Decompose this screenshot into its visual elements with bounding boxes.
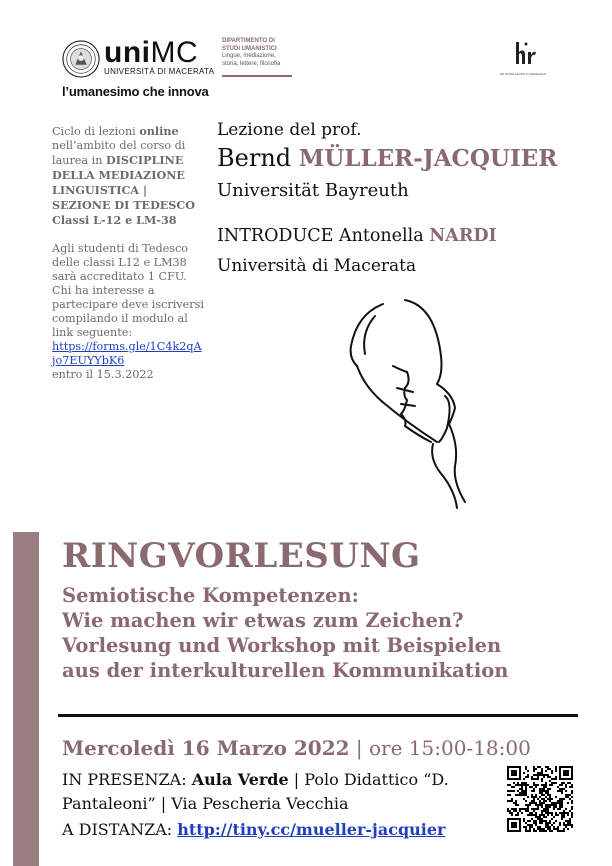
event-date: Mercoledì 16 Marzo 2022 — [62, 736, 350, 760]
event-datetime: Mercoledì 16 Marzo 2022 | ore 15:00-18:00 — [62, 736, 531, 760]
department-underline — [222, 75, 292, 77]
logo-subtitle: UNIVERSITÀ DI MACERATA — [104, 67, 215, 76]
course-intro: Ciclo di lezioni online nell’ambito del corso di laurea in DISCIPLINE DELLA MEDIAZIONE LINGUISTICA | SEZIONE DI TEDESCO Classi L-12 e LM-38 — [52, 124, 196, 227]
department-logo — [222, 38, 297, 68]
department-title-2: STUDI UMANISTICI — [222, 45, 277, 52]
event-subtitle — [62, 583, 582, 683]
section-divider — [58, 714, 578, 717]
remote-access: A DISTANZA: http://tiny.cc/mueller-jacquier — [62, 820, 446, 839]
registration-deadline: entro il 15.3.2022 — [52, 368, 154, 381]
qr-code[interactable] — [507, 766, 573, 832]
subtitle-line: Vorlesung und Workshop mit Beispielen — [62, 634, 502, 657]
remote-link[interactable]: http://tiny.cc/mueller-jacquier — [177, 820, 446, 839]
course-info-column — [52, 124, 204, 382]
subtitle-line: aus der interkulturellen Kommunikation — [62, 659, 509, 682]
unimc-logo-wordmark: uniMC — [104, 36, 199, 69]
speaker-university: Universität Bayreuth — [217, 180, 409, 201]
speaker-name: Bernd MÜLLER-JACQUIER — [217, 144, 558, 172]
subtitle-line: Semiotische Kompetenzen: — [62, 584, 359, 607]
hr-logo-icon — [512, 38, 540, 76]
event-title: RINGVORLESUNG — [62, 536, 421, 576]
introducer: INTRODUCE Antonella NARDI — [217, 226, 497, 246]
face-line-drawing — [335, 296, 485, 516]
university-seal-icon — [62, 40, 100, 78]
department-title-1: DIPARTIMENTO DI — [222, 38, 275, 44]
department-sub-2: storia, lettere, filosofia — [222, 60, 281, 67]
subtitle-line: Wie machen wir etwas zum Zeichen? — [62, 609, 464, 632]
introducer-university: Università di Macerata — [217, 256, 417, 276]
in-person-location: IN PRESENZA: Aula Verde | Polo Didattico “D. Pantaleoni” | Via Pescheria Vecchia — [62, 770, 449, 813]
accent-sidebar-bar — [13, 532, 39, 866]
lecture-label: Lezione del prof. — [217, 120, 362, 140]
cfu-info: Agli studenti di Tedesco delle classi L12 e LM38 sarà accreditato 1 CFU. Chi ha interesse a partecipare deve iscriversi compilando il modulo al link seguente: — [52, 242, 204, 339]
department-sub-1: Lingue, mediazione, — [222, 53, 276, 59]
registration-form-link[interactable]: https://forms.gle/1C4k2qAjo7EUYYbK6 — [52, 340, 202, 367]
hr-logo-caption: HR EXCELLENCE IN RESEARCH — [500, 72, 547, 76]
event-time: ore 15:00-18:00 — [369, 736, 531, 760]
tagline: l’umanesimo che innova — [62, 84, 209, 99]
